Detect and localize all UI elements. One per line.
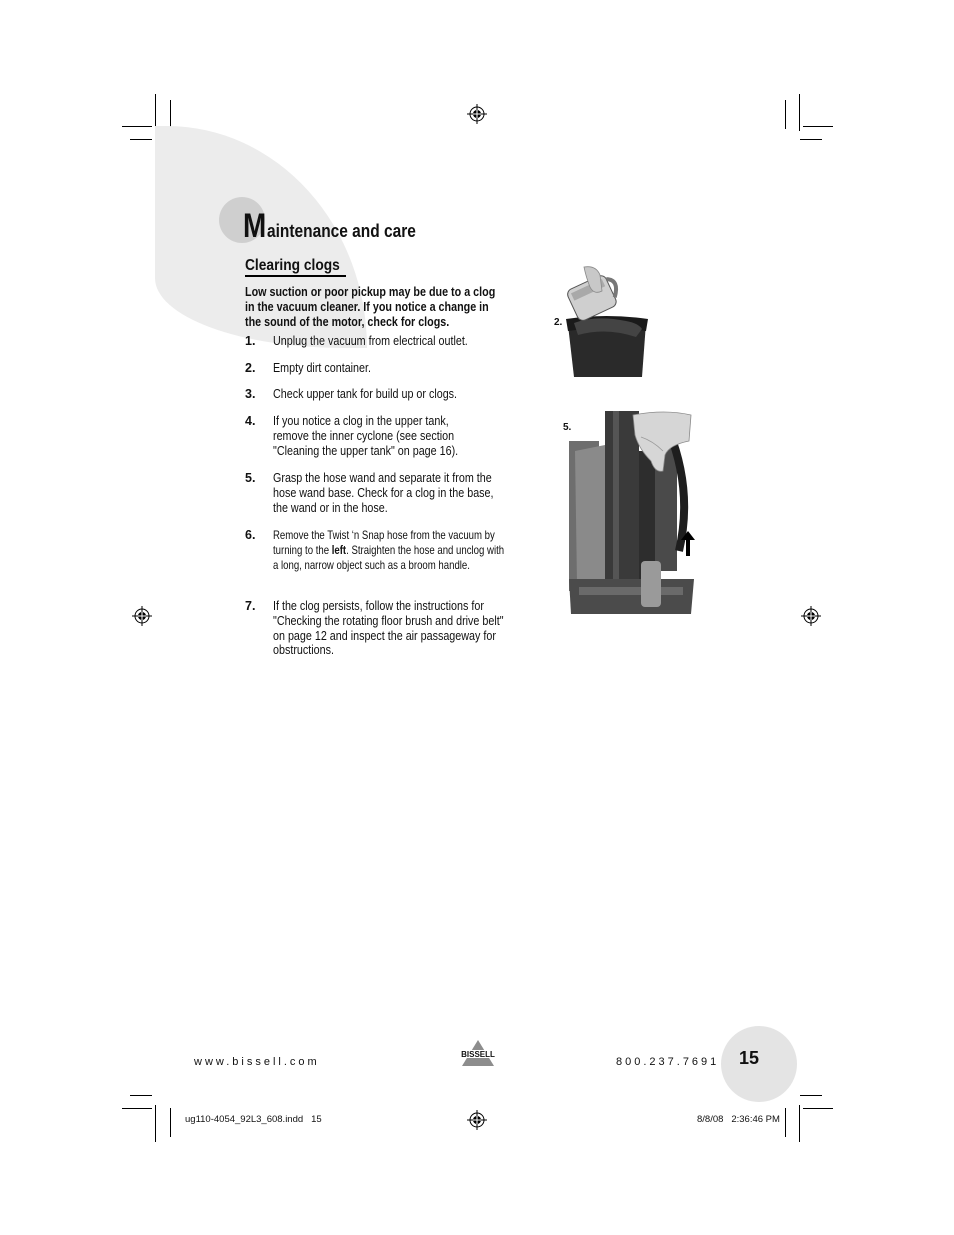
crop-mark	[170, 1108, 171, 1137]
svg-text:BISSELL: BISSELL	[461, 1050, 495, 1059]
crop-mark	[785, 100, 786, 129]
step-text: Check upper tank for build up or clogs.	[273, 387, 458, 401]
crop-mark	[122, 126, 152, 127]
registration-target-icon	[467, 104, 487, 124]
intro-paragraph: Low suction or poor pickup may be due to a clog in the vacuum cleaner. If you notice a change in the sound of the motor, check for clogs.	[245, 285, 496, 329]
section-heading-text: Clearing clogs	[245, 257, 340, 274]
step-number: 3.	[245, 387, 256, 401]
step-number: 1.	[245, 334, 256, 348]
slug-file-info: ug110-4054_92L3_608.indd 15	[185, 1114, 322, 1125]
step-text: Grasp the hose wand and separate it from the hose wand base. Check for a clog in the base, the wand or in the hose.	[273, 471, 494, 515]
arrow-up-icon	[681, 531, 695, 556]
crop-mark	[130, 139, 152, 140]
step-text: If the clog persists, follow the instructions for "Checking the rotating floor brush and drive belt" on page 12 and inspect the air passageway for obstructions.	[273, 599, 504, 658]
step-number: 4.	[245, 414, 256, 428]
bissell-logo-icon	[458, 1040, 498, 1068]
page-title	[243, 207, 440, 246]
step-text: Unplug the vacuum from electrical outlet.	[273, 334, 468, 348]
step-text: If you notice a clog in the upper tank, remove the inner cyclone (see section "Cleaning the upper tank" on page 16).	[273, 414, 459, 458]
crop-mark	[785, 1108, 786, 1137]
crop-mark	[799, 94, 800, 131]
crop-mark	[799, 1105, 800, 1142]
registration-target-icon	[467, 1110, 487, 1130]
step-number: 6.	[245, 528, 256, 542]
crop-mark	[130, 1095, 152, 1096]
crop-mark	[803, 1108, 833, 1109]
crop-mark	[122, 1108, 152, 1109]
step-text: Empty dirt container.	[273, 361, 371, 375]
footer-phone: 800.237.7691	[616, 1056, 720, 1068]
section-heading-underline	[245, 275, 346, 277]
figure-label: 2.	[554, 317, 563, 328]
step-number: 5.	[245, 471, 256, 485]
registration-target-icon	[801, 606, 821, 626]
vacuum-hose-wand-photo	[569, 411, 694, 614]
step-text-part: Remove the Twist ‘n Snap hose from the vacuum by turning to the	[273, 528, 495, 557]
crop-mark	[803, 126, 833, 127]
title-rest: aintenance and care	[267, 221, 417, 241]
slug-timestamp: 8/8/08 2:36:46 PM	[697, 1114, 780, 1125]
registration-target-icon	[132, 606, 152, 626]
step-number: 7.	[245, 599, 256, 613]
crop-mark	[170, 100, 171, 129]
footer-website: www.bissell.com	[194, 1056, 320, 1068]
step-text-bold: left	[331, 542, 347, 557]
step-number: 2.	[245, 361, 256, 375]
title-initial: M	[243, 207, 267, 245]
crop-mark	[800, 139, 822, 140]
crop-mark	[800, 1095, 822, 1096]
dirt-container-emptying-photo	[556, 265, 652, 379]
figure-label: 5.	[563, 422, 572, 433]
section-heading	[245, 257, 355, 277]
crop-mark	[155, 1105, 156, 1142]
page-number: 15	[739, 1048, 760, 1068]
step-text	[273, 528, 509, 572]
step-text-part: . Straighten the hose and unclog with a long, narrow object such as a broom handle.	[273, 542, 505, 572]
